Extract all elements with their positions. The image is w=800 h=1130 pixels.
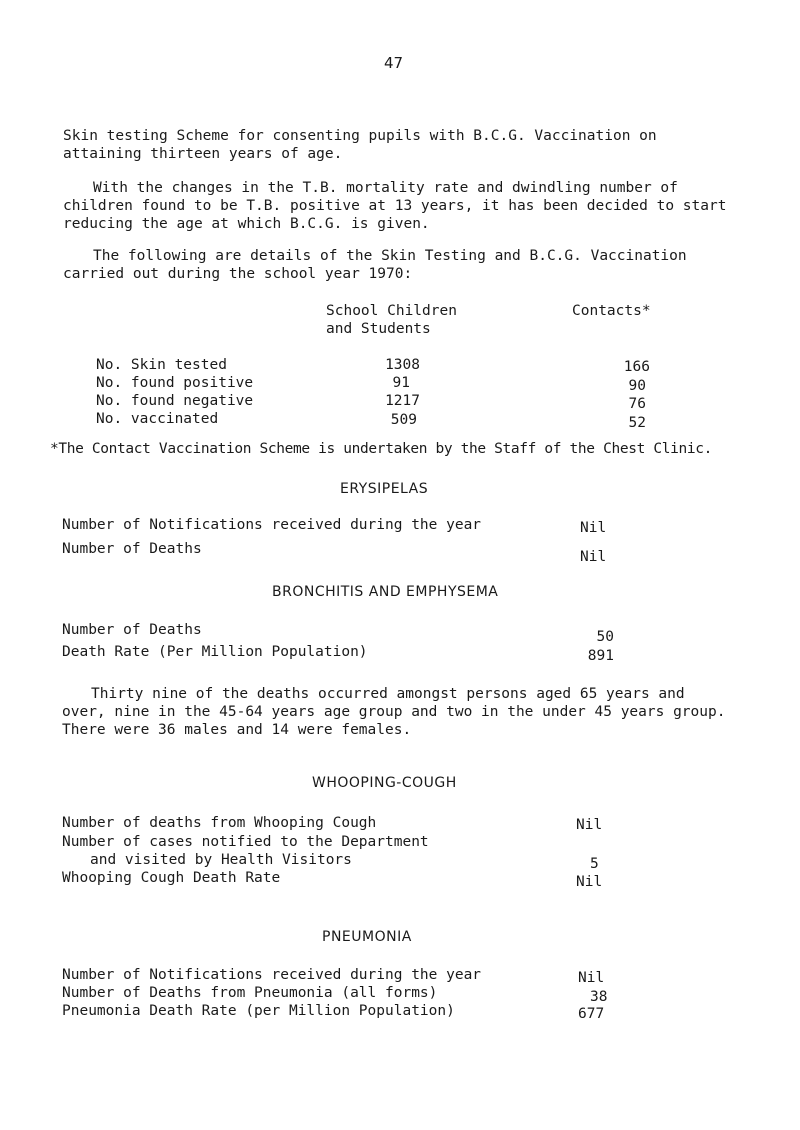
table-cell-school: 1217 [385,393,420,409]
para2-line-3: reducing the age at which B.C.G. is given. [63,216,430,232]
section-heading-pneumonia: PNEUMONIA [322,929,412,945]
pneumonia-row-value: Nil [578,970,605,986]
para2-line-1: With the changes in the T.B. mortality rate and dwindling number of [93,180,678,196]
whooping-row-label-cont: and visited by Health Visitors [90,852,352,868]
whooping-row-value: 5 [590,856,599,872]
table-footnote: *The Contact Vaccination Scheme is undertaken by the Staff of the Chest Clinic. [50,441,712,457]
erysipelas-row-value: Nil [580,549,607,565]
bronchitis-para-line-3: There were 36 males and 14 were females. [62,722,412,738]
bronchitis-row-value: 891 [587,648,614,664]
bronchitis-para-line-1: Thirty nine of the deaths occurred amongst persons aged 65 years and [91,686,685,702]
table-header-school-1: School Children [326,303,457,319]
table-row-label: No. vaccinated [96,411,219,427]
section-heading-erysipelas: ERYSIPELAS [340,481,429,497]
table-header-school-2: and Students [326,321,431,337]
section-heading-bronchitis: BRONCHITIS AND EMPHYSEMA [272,584,499,600]
whooping-row-label: Number of cases notified to the Department [62,834,429,850]
para3-line-2: carried out during the school year 1970: [63,266,413,282]
erysipelas-row-label: Number of Notifications received during the year [62,517,482,533]
table-header-contacts: Contacts* [572,303,651,319]
section-heading-whooping-cough: WHOOPING-COUGH [312,775,457,791]
para2-line-2: children found to be T.B. positive at 13 years, it has been decided to start [63,198,727,214]
bronchitis-row-label: Death Rate (Per Million Population) [62,644,368,660]
intro-line-2: attaining thirteen years of age. [63,146,343,162]
whooping-row-label: Number of deaths from Whooping Cough [62,815,377,831]
pneumonia-row-value: 38 [590,989,608,1005]
table-cell-contacts: 166 [623,359,650,375]
pneumonia-row-label: Number of Deaths from Pneumonia (all forms) [62,985,438,1001]
whooping-row-value: Nil [576,817,603,833]
table-row-label: No. found negative [96,393,254,409]
table-cell-contacts: 90 [628,378,646,394]
pneumonia-row-label: Number of Notifications received during the year [62,967,482,983]
table-cell-school: 91 [392,375,410,391]
table-cell-school: 1308 [385,357,420,373]
table-cell-school: 509 [390,412,417,428]
whooping-row-label: Whooping Cough Death Rate [62,870,281,886]
erysipelas-row-label: Number of Deaths [62,541,202,557]
pneumonia-row-value: 677 [578,1006,605,1022]
table-row-label: No. Skin tested [96,357,227,373]
bronchitis-row-value: 50 [596,629,614,645]
para3-line-1: The following are details of the Skin Testing and B.C.G. Vaccination [93,248,687,264]
table-row-label: No. found positive [96,375,254,391]
table-cell-contacts: 52 [628,415,646,431]
pneumonia-row-label: Pneumonia Death Rate (per Million Population) [62,1003,455,1019]
whooping-row-value: Nil [576,874,603,890]
table-cell-contacts: 76 [628,396,646,412]
page-number: 47 [384,54,404,72]
erysipelas-row-value: Nil [580,520,607,536]
intro-line-1: Skin testing Scheme for consenting pupils with B.C.G. Vaccination on [63,128,657,144]
bronchitis-para-line-2: over, nine in the 45-64 years age group and two in the under 45 years group. [62,704,726,720]
bronchitis-row-label: Number of Deaths [62,622,202,638]
